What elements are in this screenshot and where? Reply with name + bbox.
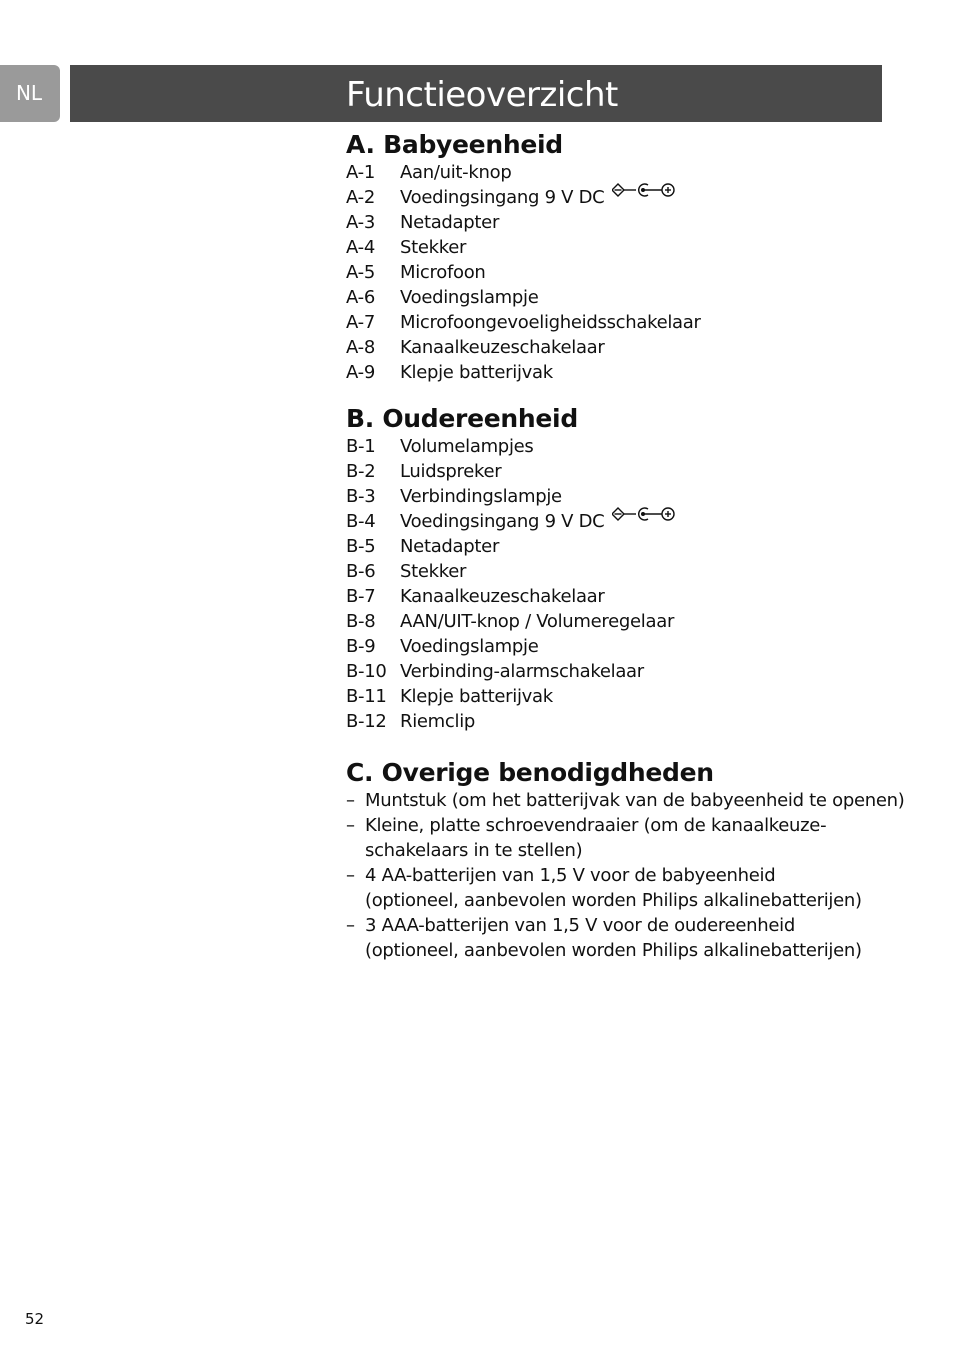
item-label: Aan/uit-knop xyxy=(400,162,512,183)
item-label: Voedingsingang 9 V DC xyxy=(400,511,605,532)
language-tab: NL xyxy=(0,65,60,122)
list-item xyxy=(346,684,906,709)
list-item xyxy=(346,360,906,385)
list-item xyxy=(346,788,906,813)
item-code: B-9 xyxy=(346,636,376,657)
list-item xyxy=(346,509,906,534)
item-code: A-5 xyxy=(346,262,375,283)
item-code: B-7 xyxy=(346,586,376,607)
main-content xyxy=(346,128,906,963)
item-text xyxy=(365,788,906,813)
list-item xyxy=(346,235,906,260)
item-code: A-3 xyxy=(346,212,375,233)
list-item xyxy=(346,634,906,659)
section-heading: C. Overige benodigdheden xyxy=(346,758,714,787)
item-label: Netadapter xyxy=(400,212,500,233)
item-code: A-7 xyxy=(346,312,375,333)
item-text xyxy=(365,913,906,963)
item-code: B-1 xyxy=(346,436,376,457)
item-code: A-4 xyxy=(346,237,375,258)
component-list xyxy=(346,434,906,734)
supplies-list xyxy=(346,788,906,963)
item-code: B-3 xyxy=(346,486,376,507)
item-label: Kanaalkeuzeschakelaar xyxy=(400,337,605,358)
item-label: Voedingslampje xyxy=(400,636,539,657)
section-heading: A. Babyeenheid xyxy=(346,130,563,159)
item-code: B-11 xyxy=(346,686,387,707)
list-item xyxy=(346,559,906,584)
list-item xyxy=(346,185,906,210)
item-line: (optioneel, aanbevolen worden Philips alkalinebatterijen) xyxy=(365,940,862,961)
list-item xyxy=(346,285,906,310)
item-label: Microfoon xyxy=(400,262,486,283)
item-code: A-8 xyxy=(346,337,375,358)
item-code: B-6 xyxy=(346,561,376,582)
item-label: Volumelampjes xyxy=(400,436,534,457)
item-label: Voedingsingang 9 V DC xyxy=(400,187,605,208)
section-oudereenheid xyxy=(346,402,906,734)
list-item xyxy=(346,813,906,863)
page-number: 52 xyxy=(25,1310,45,1328)
item-label: Klepje batterijvak xyxy=(400,686,553,707)
item-line: schakelaars in te stellen) xyxy=(365,840,583,861)
item-code: A-1 xyxy=(346,162,375,183)
list-item xyxy=(346,434,906,459)
list-item xyxy=(346,609,906,634)
item-code: B-12 xyxy=(346,711,387,732)
item-line: Kleine, platte schroevendraaier (om de kanaalkeuze- xyxy=(365,815,827,836)
item-code: B-5 xyxy=(346,536,376,557)
dc-polarity-icon xyxy=(612,181,676,210)
list-item xyxy=(346,863,906,913)
item-label: Klepje batterijvak xyxy=(400,362,553,383)
item-code: A-2 xyxy=(346,187,375,208)
dash-bullet: – xyxy=(346,915,355,936)
section-overige-benodigdheden xyxy=(346,756,906,963)
item-line: 3 AAA-batterijen van 1,5 V voor de oudereenheid xyxy=(365,915,795,936)
item-code: A-6 xyxy=(346,287,375,308)
list-item xyxy=(346,335,906,360)
item-label: Luidspreker xyxy=(400,461,502,482)
item-code: B-10 xyxy=(346,661,387,682)
page-title: Functieoverzicht xyxy=(346,75,618,115)
list-item xyxy=(346,260,906,285)
list-item xyxy=(346,584,906,609)
list-item xyxy=(346,913,906,963)
dash-bullet: – xyxy=(346,815,355,836)
list-item xyxy=(346,659,906,684)
item-label: Riemclip xyxy=(400,711,476,732)
item-label: Stekker xyxy=(400,237,467,258)
dash-bullet: – xyxy=(346,790,355,811)
section-babyeenheid xyxy=(346,128,906,385)
title-bar xyxy=(70,65,882,122)
dash-bullet: – xyxy=(346,865,355,886)
item-line: (optioneel, aanbevolen worden Philips alkalinebatterijen) xyxy=(365,890,862,911)
item-code: B-4 xyxy=(346,511,376,532)
list-item xyxy=(346,709,906,734)
item-label: Voedingslampje xyxy=(400,287,539,308)
item-line: Muntstuk (om het batterijvak van de babyeenheid te openen) xyxy=(365,790,905,811)
item-label: Kanaalkeuzeschakelaar xyxy=(400,586,605,607)
item-label: AAN/UIT-knop / Volumeregelaar xyxy=(400,611,675,632)
item-label: Verbinding-alarmschakelaar xyxy=(400,661,644,682)
item-label: Microfoongevoeligheidsschakelaar xyxy=(400,312,701,333)
list-item xyxy=(346,310,906,335)
dc-polarity-icon xyxy=(612,505,676,534)
item-label: Verbindingslampje xyxy=(400,486,562,507)
item-code: B-2 xyxy=(346,461,376,482)
item-line: 4 AA-batterijen van 1,5 V voor de babyeenheid xyxy=(365,865,776,886)
section-heading: B. Oudereenheid xyxy=(346,404,578,433)
component-list xyxy=(346,160,906,385)
list-item xyxy=(346,534,906,559)
item-code: A-9 xyxy=(346,362,375,383)
item-label: Netadapter xyxy=(400,536,500,557)
item-text xyxy=(365,863,906,913)
list-item xyxy=(346,210,906,235)
list-item xyxy=(346,459,906,484)
item-text xyxy=(365,813,906,863)
item-code: B-8 xyxy=(346,611,376,632)
item-label: Stekker xyxy=(400,561,467,582)
